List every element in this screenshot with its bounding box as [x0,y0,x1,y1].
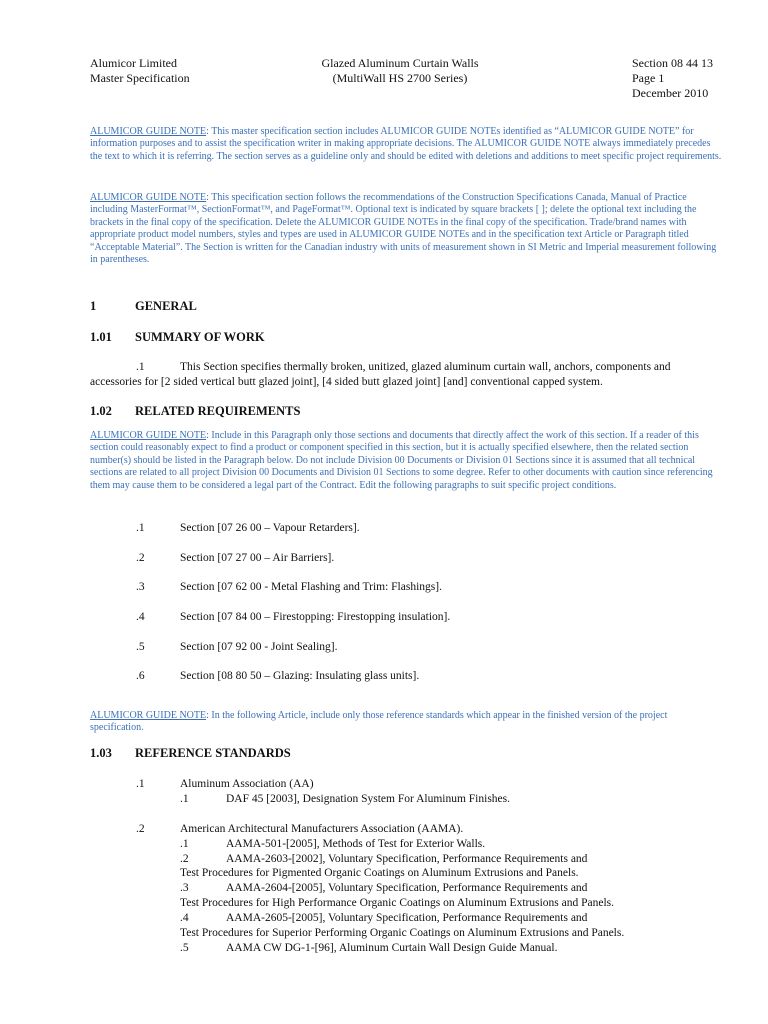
reference-group-title: Aluminum Association (AA) [180,778,314,790]
document-date: December 2010 [632,86,709,100]
reference-sub-text: DAF 45 [2003], Designation System For Aluminum Finishes. [226,793,510,805]
reference-sub-text-continued: Test Procedures for Pigmented Organic Coatings on Aluminum Extrusions and Panels. [180,867,579,879]
guide-note-1 [90,126,722,163]
company-name: Alumicor Limited [90,56,177,70]
reference-group-title: American Architectural Manufacturers Association (AAMA). [180,823,464,835]
related-item-text: Section [07 27 00 – Air Barriers]. [180,552,335,564]
reference-sub-text: AAMA CW DG-1-[96], Aluminum Curtain Wall Design Guide Manual. [226,942,558,954]
heading-title: GENERAL [135,299,197,313]
related-item-text: Section [08 80 50 – Glazing: Insulating glass units]. [180,670,420,682]
reference-sub-number: .1 [180,838,189,850]
related-item-number: .2 [136,552,145,564]
reference-group-number: .1 [136,778,145,790]
guide-note-text: : This master specification section includes ALUMICOR GUIDE NOTEs identified as “ALUMICOR GUIDE NOTE” for information purposes and to assist the specification writer in making appropriate decisions. The ALUMICOR GUIDE NOTE always immediately precedes the text to which it is referring. The section serves as a guideline only and should be edited with deletions and additions to meet specific project requirements. [90,126,722,162]
heading-general [90,299,722,314]
heading-title: REFERENCE STANDARDS [135,746,291,760]
section-number: Section 08 44 13 [632,56,713,70]
related-item-number: .4 [136,611,145,623]
related-item-text: Section [07 26 00 – Vapour Retarders]. [180,522,360,534]
heading-reference-standards [90,746,722,761]
header-left [90,56,190,86]
page-number: Page 1 [632,71,665,85]
header-center [280,56,520,86]
guide-note-2 [90,192,722,266]
reference-sub-number: .1 [180,793,189,805]
related-item-number: .5 [136,641,145,653]
guide-note-label: ALUMICOR GUIDE NOTE [90,126,207,137]
related-item-number: .6 [136,670,145,682]
guide-note-text: : This specification section follows the recommendations of the Construction Specifications Canada, Manual of Practice including MasterFormat™, SectionFormat™, and PageFormat™. Optional text is indicated by square brackets [ ]; delete the optional text including the brackets in the final copy of the specification. Delete the ALUMICOR GUIDE NOTEs in the final copy of the specification. Trade/brand names with appropriate product model numbers, styles and types are used in ALUMICOR GUIDE NOTEs and in the specification text Article or Paragraph titled “Acceptable Material”. The Section is written for the Canadian industry with units of measurement shown in SI Metric and Imperial measurement following in parentheses. [90,192,717,266]
related-item-number: .1 [136,522,145,534]
guide-note-4 [90,710,722,735]
reference-sub-number: .3 [180,882,189,894]
reference-sub-number: .2 [180,853,189,865]
document-type: Master Specification [90,71,190,85]
document-subtitle: (MultiWall HS 2700 Series) [332,71,468,85]
guide-note-text: : Include in this Paragraph only those sections and documents that directly affect the work of this section. If a reader of this section could reasonably expect to find a product or component specified in this section, but it is actually specified elsewhere, then the related section number(s) should be listed in the Paragraph below. Do not include Division 00 Documents or Division 01 Sections since it is assumed that all technical sections are related to all project Division 00 Documents and Division 01 Sections to some degree. Refer to other documents with caution since referencing them may cause them to be considered a legal part of the Contract. Edit the following paragraphs to suit specific project conditions. [90,430,713,491]
summary-item-number: .1 [136,361,145,373]
guide-note-3 [90,430,722,492]
heading-summary-of-work [90,330,722,345]
reference-sub-text: AAMA-2605-[2005], Voluntary Specification, Performance Requirements and [226,912,588,924]
reference-sub-text: AAMA-501-[2005], Methods of Test for Exterior Walls. [226,838,486,850]
summary-item [90,360,722,390]
guide-note-text: : In the following Article, include only those reference standards which appear in the finished version of the project specification. [90,710,668,734]
heading-related-requirements [90,404,722,419]
header-right [632,56,713,101]
summary-item-text: This Section specifies thermally broken, unitized, glazed aluminum curtain wall, anchors, components and accessories for [2 sided vertical butt glazed joint], [4 sided butt glazed joint] [and] conventional capped system. [90,361,671,388]
related-item-text: Section [07 84 00 – Firestopping: Firestopping insulation]. [180,611,451,623]
heading-number: 1 [90,299,97,313]
related-item-text: Section [07 92 00 - Joint Sealing]. [180,641,338,653]
reference-sub-text: AAMA-2603-[2002], Voluntary Specification, Performance Requirements and [226,853,588,865]
guide-note-label: ALUMICOR GUIDE NOTE [90,430,207,441]
reference-group-number: .2 [136,823,145,835]
document-title: Glazed Aluminum Curtain Walls [321,56,479,70]
guide-note-label: ALUMICOR GUIDE NOTE [90,710,207,721]
reference-sub-number: .5 [180,942,189,954]
heading-number: 1.03 [90,746,112,760]
reference-sub-text: AAMA-2604-[2005], Voluntary Specification, Performance Requirements and [226,882,588,894]
reference-sub-text-continued: Test Procedures for High Performance Organic Coatings on Aluminum Extrusions and Panels. [180,897,614,909]
reference-sub-text-continued: Test Procedures for Superior Performing Organic Coatings on Aluminum Extrusions and Panels. [180,927,625,939]
related-item-number: .3 [136,581,145,593]
reference-sub-number: .4 [180,912,189,924]
heading-title: RELATED REQUIREMENTS [135,404,301,418]
heading-number: 1.01 [90,330,112,344]
guide-note-label: ALUMICOR GUIDE NOTE [90,192,207,203]
related-item-text: Section [07 62 00 - Metal Flashing and Trim: Flashings]. [180,581,442,593]
heading-number: 1.02 [90,404,112,418]
heading-title: SUMMARY OF WORK [135,330,265,344]
